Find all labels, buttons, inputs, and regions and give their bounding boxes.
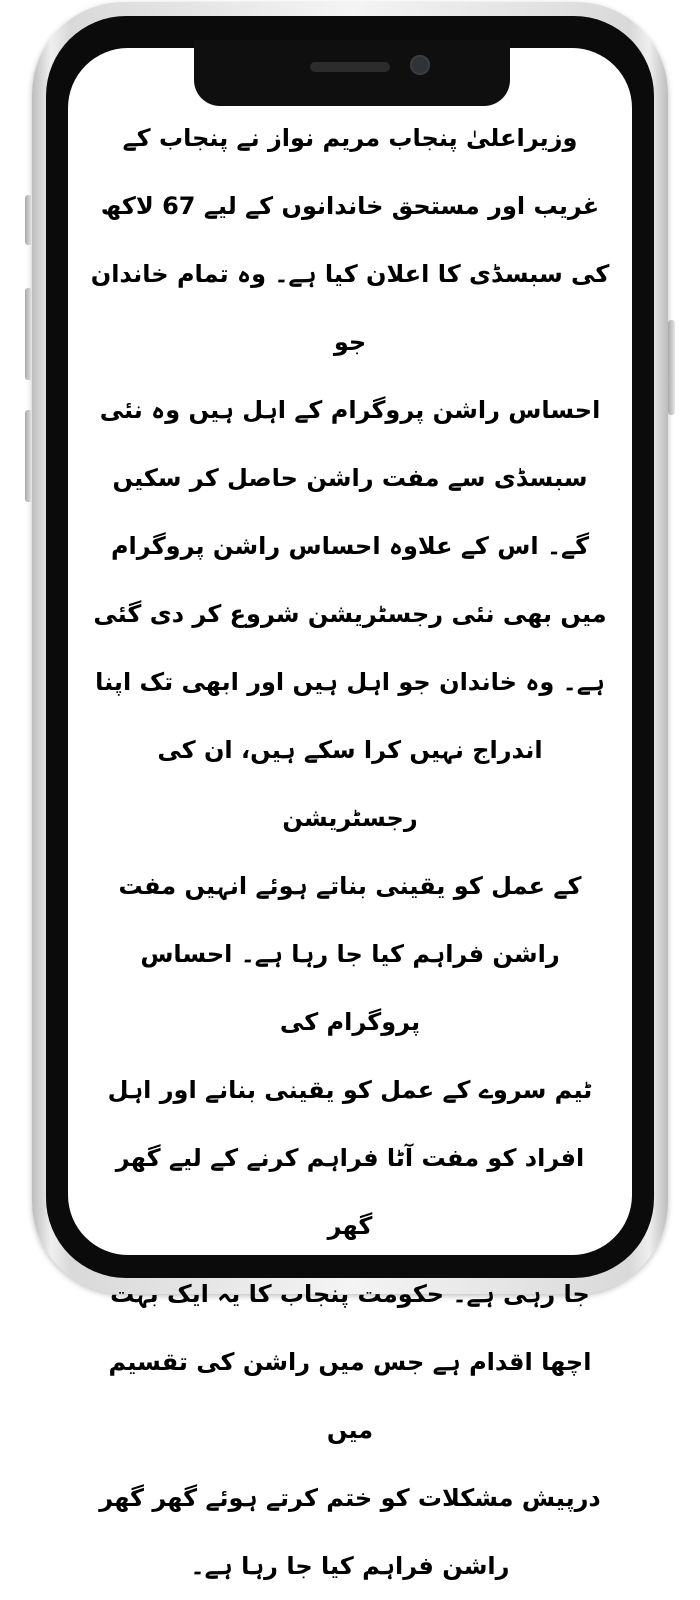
- front-camera-icon: [410, 55, 430, 75]
- text-line: وزیراعلیٰ پنجاب مریم نواز نے پنجاب کے: [122, 124, 578, 152]
- notch: [194, 40, 510, 106]
- text-line: میں بھی نئی رجسٹریشن شروع کر دی گئی: [93, 600, 607, 628]
- text-line: ہے۔ وہ خاندان جو اہل ہیں اور ابھی تک اپنا: [95, 668, 605, 696]
- text-line: کی سبسڈی کا اعلان کیا ہے۔ وہ تمام خاندان جو: [90, 260, 610, 356]
- text-line: احساس راشن پروگرام کے اہل ہیں وہ نئی: [99, 396, 601, 424]
- mute-switch[interactable]: [25, 195, 32, 245]
- speaker-grille: [310, 62, 390, 72]
- text-line: درپیش مشکلات کو ختم کرتے ہوئے گھر گھر: [99, 1484, 601, 1512]
- text-line: راشن فراہم کیا جا رہا ہے۔ احساس پروگرام کی: [140, 940, 560, 1036]
- article-text: [90, 104, 610, 1600]
- volume-up-button[interactable]: [25, 288, 32, 380]
- text-line: گے۔ اس کے علاوہ احساس راشن پروگرام: [110, 532, 590, 560]
- text-line: جا رہی ہے۔ حکومت پنجاب کا یہ ایک بہت: [110, 1280, 590, 1308]
- power-button[interactable]: [668, 320, 675, 415]
- text-line: افراد کو مفت آٹا فراہم کرنے کے لیے گھر گھر: [115, 1144, 585, 1240]
- text-line: اچھا اقدام ہے جس میں راشن کی تقسیم میں: [108, 1348, 592, 1444]
- text-line: ٹیم سروے کے عمل کو یقینی بنانے اور اہل: [107, 1076, 593, 1104]
- text-line: راشن فراہم کیا جا رہا ہے۔: [190, 1552, 510, 1580]
- text-line: سبسڈی سے مفت راشن حاصل کر سکیں: [112, 464, 588, 492]
- text-line: کے عمل کو یقینی بناتے ہوئے انہیں مفت: [118, 872, 582, 900]
- text-line: اندراج نہیں کرا سکے ہیں، ان کی رجسٹریشن: [157, 736, 543, 832]
- text-line: غریب اور مستحق خاندانوں کے لیے 67 لاکھ: [100, 192, 600, 220]
- volume-down-button[interactable]: [25, 410, 32, 502]
